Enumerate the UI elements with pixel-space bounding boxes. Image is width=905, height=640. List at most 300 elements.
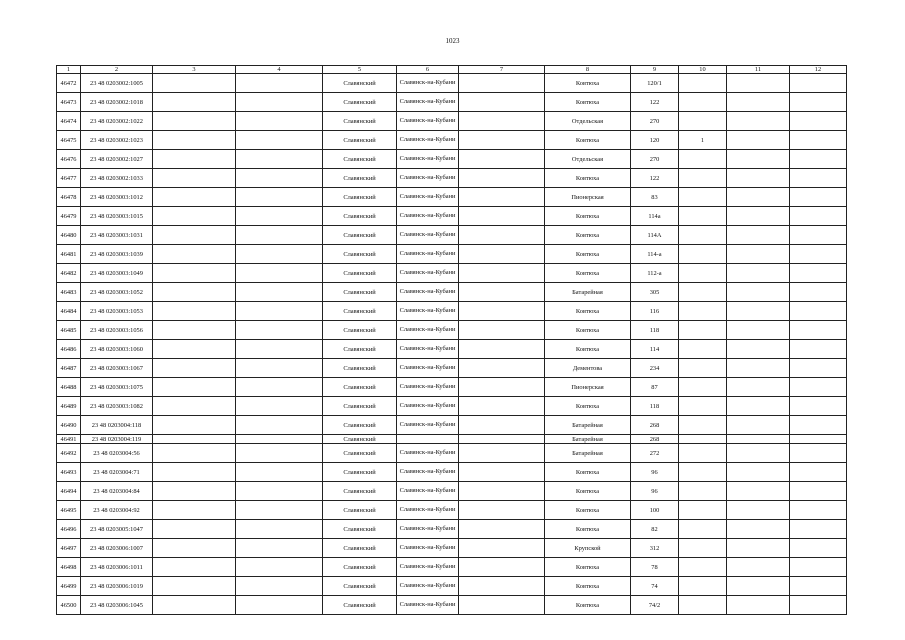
district-cell: Славянский xyxy=(323,596,397,615)
cadastral-number-cell: 23 48 0203003:1039 xyxy=(81,245,153,264)
empty-cell xyxy=(790,74,847,93)
building-cell xyxy=(679,93,727,112)
empty-cell xyxy=(790,577,847,596)
empty-cell xyxy=(236,302,323,321)
empty-cell xyxy=(727,359,790,378)
building-cell xyxy=(679,283,727,302)
table-row xyxy=(57,520,847,539)
locality-cell xyxy=(397,501,459,520)
empty-cell xyxy=(153,416,236,435)
locality-cell xyxy=(397,321,459,340)
empty-cell xyxy=(236,444,323,463)
cadastral-number-cell: 23 48 0203003:1082 xyxy=(81,397,153,416)
cadastral-number-cell: 23 48 0203003:1012 xyxy=(81,188,153,207)
building-cell xyxy=(679,340,727,359)
cadastral-number-cell: 23 48 0203002:1023 xyxy=(81,131,153,150)
empty-cell xyxy=(727,378,790,397)
column-number-header-row xyxy=(57,66,847,74)
empty-cell xyxy=(236,283,323,302)
street-cell: Ковтюха xyxy=(545,74,631,93)
table-row xyxy=(57,435,847,444)
locality-text: Славянск-на-Кубани xyxy=(399,230,456,238)
table-row xyxy=(57,340,847,359)
empty-cell xyxy=(153,112,236,131)
empty-cell xyxy=(236,520,323,539)
empty-cell xyxy=(727,283,790,302)
empty-cell xyxy=(153,596,236,615)
cadastral-number-cell: 23 48 0203005:1047 xyxy=(81,520,153,539)
street-cell: Ковтюха xyxy=(545,321,631,340)
house-number-cell: 120 xyxy=(631,131,679,150)
table-row xyxy=(57,150,847,169)
building-cell xyxy=(679,558,727,577)
empty-cell xyxy=(459,112,545,131)
table-row xyxy=(57,359,847,378)
street-cell: Ковтюха xyxy=(545,264,631,283)
house-number-cell: 122 xyxy=(631,169,679,188)
locality-text: Славянск-на-Кубани xyxy=(399,211,456,219)
column-header: 12 xyxy=(790,66,847,74)
table-row xyxy=(57,501,847,520)
empty-cell xyxy=(727,321,790,340)
empty-cell xyxy=(459,359,545,378)
empty-cell xyxy=(790,558,847,577)
empty-cell xyxy=(790,188,847,207)
cadastral-number-cell: 23 48 0203003:1031 xyxy=(81,226,153,245)
empty-cell xyxy=(790,207,847,226)
empty-cell xyxy=(727,444,790,463)
empty-cell xyxy=(459,131,545,150)
street-cell: Ковтюха xyxy=(545,596,631,615)
house-number-cell: 114 xyxy=(631,340,679,359)
empty-cell xyxy=(727,74,790,93)
empty-cell xyxy=(727,169,790,188)
locality-cell xyxy=(397,539,459,558)
cadastral-number-cell: 23 48 0203004:118 xyxy=(81,416,153,435)
empty-cell xyxy=(236,131,323,150)
locality-cell xyxy=(397,520,459,539)
empty-cell xyxy=(236,226,323,245)
district-cell: Славянский xyxy=(323,150,397,169)
table-row xyxy=(57,169,847,188)
empty-cell xyxy=(790,302,847,321)
empty-cell xyxy=(236,539,323,558)
building-cell xyxy=(679,378,727,397)
empty-cell xyxy=(153,226,236,245)
empty-cell xyxy=(459,169,545,188)
empty-cell xyxy=(459,321,545,340)
district-cell: Славянский xyxy=(323,131,397,150)
house-number-cell: 268 xyxy=(631,416,679,435)
street-cell: Ковтюха xyxy=(545,397,631,416)
row-number-cell: 46481 xyxy=(57,245,81,264)
cadastral-number-cell: 23 48 0203004:119 xyxy=(81,435,153,444)
table-row xyxy=(57,74,847,93)
building-cell xyxy=(679,74,727,93)
column-header: 7 xyxy=(459,66,545,74)
row-number-cell: 46495 xyxy=(57,501,81,520)
empty-cell xyxy=(236,169,323,188)
building-cell xyxy=(679,150,727,169)
locality-cell xyxy=(397,207,459,226)
empty-cell xyxy=(790,93,847,112)
empty-cell xyxy=(153,482,236,501)
table-row xyxy=(57,539,847,558)
cadastral-number-cell: 23 48 0203004:56 xyxy=(81,444,153,463)
row-number-cell: 46500 xyxy=(57,596,81,615)
empty-cell xyxy=(236,463,323,482)
locality-cell xyxy=(397,74,459,93)
district-cell: Славянский xyxy=(323,359,397,378)
empty-cell xyxy=(153,264,236,283)
column-header: 11 xyxy=(727,66,790,74)
empty-cell xyxy=(790,501,847,520)
empty-cell xyxy=(459,207,545,226)
row-number-cell: 46472 xyxy=(57,74,81,93)
column-header: 3 xyxy=(153,66,236,74)
empty-cell xyxy=(459,520,545,539)
empty-cell xyxy=(236,112,323,131)
table-row xyxy=(57,93,847,112)
empty-cell xyxy=(790,245,847,264)
empty-cell xyxy=(459,435,545,444)
street-cell: Пионерская xyxy=(545,188,631,207)
locality-cell xyxy=(397,302,459,321)
cadastral-number-cell: 23 48 0203003:1075 xyxy=(81,378,153,397)
row-number-cell: 46486 xyxy=(57,340,81,359)
street-cell: Ковтюха xyxy=(545,482,631,501)
empty-cell xyxy=(727,245,790,264)
empty-cell xyxy=(790,416,847,435)
column-header: 6 xyxy=(397,66,459,74)
empty-cell xyxy=(459,463,545,482)
district-cell: Славянский xyxy=(323,226,397,245)
empty-cell xyxy=(727,416,790,435)
locality-text: Славянск-на-Кубани xyxy=(399,401,456,409)
locality-cell xyxy=(397,93,459,112)
cadastral-number-cell: 23 48 0203004:84 xyxy=(81,482,153,501)
empty-cell xyxy=(153,577,236,596)
district-cell: Славянский xyxy=(323,283,397,302)
locality-text: Славянск-на-Кубани xyxy=(399,154,456,162)
empty-cell xyxy=(153,539,236,558)
empty-cell xyxy=(459,340,545,359)
house-number-cell: 234 xyxy=(631,359,679,378)
empty-cell xyxy=(790,482,847,501)
street-cell: Ковтюха xyxy=(545,463,631,482)
table-row xyxy=(57,112,847,131)
house-number-cell: 82 xyxy=(631,520,679,539)
building-cell xyxy=(679,463,727,482)
empty-cell xyxy=(153,169,236,188)
building-cell xyxy=(679,226,727,245)
locality-text: Славянск-на-Кубани xyxy=(399,268,456,276)
empty-cell xyxy=(236,596,323,615)
cadastral-number-cell: 23 48 0203006:1045 xyxy=(81,596,153,615)
street-cell: Крупской xyxy=(545,539,631,558)
locality-text: Славянск-на-Кубани xyxy=(399,467,456,475)
row-number-cell: 46496 xyxy=(57,520,81,539)
empty-cell xyxy=(236,501,323,520)
empty-cell xyxy=(790,520,847,539)
locality-cell xyxy=(397,359,459,378)
street-cell: Ковтюха xyxy=(545,501,631,520)
empty-cell xyxy=(236,93,323,112)
locality-cell xyxy=(397,131,459,150)
row-number-cell: 46480 xyxy=(57,226,81,245)
empty-cell xyxy=(790,463,847,482)
empty-cell xyxy=(236,416,323,435)
cadastral-number-cell: 23 48 0203002:1005 xyxy=(81,74,153,93)
locality-text: Славянск-на-Кубани xyxy=(399,600,456,608)
house-number-cell: 96 xyxy=(631,482,679,501)
building-cell xyxy=(679,482,727,501)
empty-cell xyxy=(236,188,323,207)
district-cell: Славянский xyxy=(323,321,397,340)
district-cell: Славянский xyxy=(323,482,397,501)
locality-cell xyxy=(397,264,459,283)
empty-cell xyxy=(790,397,847,416)
house-number-cell: 112-а xyxy=(631,264,679,283)
empty-cell xyxy=(727,482,790,501)
house-number-cell: 114А xyxy=(631,226,679,245)
district-cell: Славянский xyxy=(323,558,397,577)
table-row xyxy=(57,321,847,340)
cadastral-number-cell: 23 48 0203002:1022 xyxy=(81,112,153,131)
row-number-cell: 46484 xyxy=(57,302,81,321)
row-number-cell: 46473 xyxy=(57,93,81,112)
empty-cell xyxy=(236,245,323,264)
empty-cell xyxy=(236,340,323,359)
district-cell: Славянский xyxy=(323,416,397,435)
street-cell: Ковтюха xyxy=(545,520,631,539)
locality-text: Славянск-на-Кубани xyxy=(399,135,456,143)
house-number-cell: 74 xyxy=(631,577,679,596)
empty-cell xyxy=(153,501,236,520)
empty-cell xyxy=(459,596,545,615)
empty-cell xyxy=(727,558,790,577)
empty-cell xyxy=(153,283,236,302)
street-cell: Ковтюха xyxy=(545,302,631,321)
building-cell xyxy=(679,245,727,264)
street-cell: Дементова xyxy=(545,359,631,378)
empty-cell xyxy=(236,74,323,93)
locality-text: Славянск-на-Кубани xyxy=(399,524,456,532)
row-number-cell: 46497 xyxy=(57,539,81,558)
empty-cell xyxy=(459,577,545,596)
district-cell: Славянский xyxy=(323,302,397,321)
empty-cell xyxy=(153,397,236,416)
street-cell: Ковтюха xyxy=(545,340,631,359)
empty-cell xyxy=(153,340,236,359)
empty-cell xyxy=(727,150,790,169)
house-number-cell: 118 xyxy=(631,321,679,340)
house-number-cell: 74/2 xyxy=(631,596,679,615)
empty-cell xyxy=(459,93,545,112)
empty-cell xyxy=(790,444,847,463)
row-number-cell: 46492 xyxy=(57,444,81,463)
house-number-cell: 118 xyxy=(631,397,679,416)
locality-cell xyxy=(397,577,459,596)
empty-cell xyxy=(459,226,545,245)
table-row xyxy=(57,482,847,501)
empty-cell xyxy=(727,131,790,150)
district-cell: Славянский xyxy=(323,463,397,482)
row-number-cell: 46479 xyxy=(57,207,81,226)
district-cell: Славянский xyxy=(323,501,397,520)
locality-text: Славянск-на-Кубани xyxy=(399,249,456,257)
street-cell: Ковтюха xyxy=(545,245,631,264)
empty-cell xyxy=(790,596,847,615)
empty-cell xyxy=(153,359,236,378)
empty-cell xyxy=(790,169,847,188)
cadastral-number-cell: 23 48 0203002:1027 xyxy=(81,150,153,169)
cadastral-number-cell: 23 48 0203006:1007 xyxy=(81,539,153,558)
locality-cell xyxy=(397,188,459,207)
locality-cell xyxy=(397,397,459,416)
district-cell: Славянский xyxy=(323,520,397,539)
empty-cell xyxy=(153,93,236,112)
empty-cell xyxy=(790,112,847,131)
empty-cell xyxy=(790,340,847,359)
table-row xyxy=(57,416,847,435)
locality-cell xyxy=(397,150,459,169)
empty-cell xyxy=(153,131,236,150)
empty-cell xyxy=(727,463,790,482)
empty-cell xyxy=(459,378,545,397)
house-number-cell: 100 xyxy=(631,501,679,520)
street-cell: Батарейная xyxy=(545,444,631,463)
street-cell: Ковтюха xyxy=(545,226,631,245)
locality-text: Славянск-на-Кубани xyxy=(399,116,456,124)
locality-cell xyxy=(397,444,459,463)
cadastral-number-cell: 23 48 0203003:1067 xyxy=(81,359,153,378)
empty-cell xyxy=(153,558,236,577)
locality-cell xyxy=(397,416,459,435)
locality-cell xyxy=(397,226,459,245)
district-cell: Славянский xyxy=(323,577,397,596)
cadastral-number-cell: 23 48 0203003:1015 xyxy=(81,207,153,226)
empty-cell xyxy=(727,539,790,558)
street-cell: Ковтюха xyxy=(545,93,631,112)
house-number-cell: 78 xyxy=(631,558,679,577)
empty-cell xyxy=(727,112,790,131)
building-cell xyxy=(679,112,727,131)
column-header: 1 xyxy=(57,66,81,74)
locality-cell xyxy=(397,463,459,482)
empty-cell xyxy=(727,596,790,615)
row-number-cell: 46476 xyxy=(57,150,81,169)
empty-cell xyxy=(236,150,323,169)
table-row xyxy=(57,264,847,283)
cadastral-number-cell: 23 48 0203003:1052 xyxy=(81,283,153,302)
empty-cell xyxy=(459,501,545,520)
column-header: 9 xyxy=(631,66,679,74)
locality-text: Славянск-на-Кубани xyxy=(399,486,456,494)
cadastral-number-cell: 23 48 0203003:1053 xyxy=(81,302,153,321)
cadastral-number-cell: 23 48 0203003:1049 xyxy=(81,264,153,283)
street-cell: Ковтюха xyxy=(545,558,631,577)
empty-cell xyxy=(236,359,323,378)
building-cell xyxy=(679,169,727,188)
row-number-cell: 46478 xyxy=(57,188,81,207)
empty-cell xyxy=(790,283,847,302)
building-cell xyxy=(679,264,727,283)
row-number-cell: 46482 xyxy=(57,264,81,283)
row-number-cell: 46490 xyxy=(57,416,81,435)
district-cell: Славянский xyxy=(323,93,397,112)
street-cell: Пионерская xyxy=(545,378,631,397)
row-number-cell: 46474 xyxy=(57,112,81,131)
house-number-cell: 120/1 xyxy=(631,74,679,93)
column-header: 4 xyxy=(236,66,323,74)
locality-text: Славянск-на-Кубани xyxy=(399,97,456,105)
locality-text: Славянск-на-Кубани xyxy=(399,543,456,551)
empty-cell xyxy=(790,378,847,397)
locality-text: Славянск-на-Кубани xyxy=(399,581,456,589)
empty-cell xyxy=(153,463,236,482)
house-number-cell: 116 xyxy=(631,302,679,321)
cadastral-number-cell: 23 48 0203004:71 xyxy=(81,463,153,482)
table-row xyxy=(57,596,847,615)
house-number-cell: 268 xyxy=(631,435,679,444)
column-header: 5 xyxy=(323,66,397,74)
empty-cell xyxy=(459,283,545,302)
empty-cell xyxy=(790,131,847,150)
empty-cell xyxy=(153,520,236,539)
row-number-cell: 46483 xyxy=(57,283,81,302)
empty-cell xyxy=(459,482,545,501)
locality-text: Славянск-на-Кубани xyxy=(399,78,456,86)
locality-cell xyxy=(397,340,459,359)
page-number: 1023 xyxy=(445,37,460,45)
building-cell xyxy=(679,188,727,207)
row-number-cell: 46488 xyxy=(57,378,81,397)
cadastral-number-cell: 23 48 0203006:1019 xyxy=(81,577,153,596)
cadastral-number-cell: 23 48 0203003:1056 xyxy=(81,321,153,340)
building-cell xyxy=(679,501,727,520)
row-number-cell: 46487 xyxy=(57,359,81,378)
street-cell: Ковтюха xyxy=(545,577,631,596)
house-number-cell: 122 xyxy=(631,93,679,112)
cadastral-number-cell: 23 48 0203006:1011 xyxy=(81,558,153,577)
empty-cell xyxy=(727,501,790,520)
empty-cell xyxy=(153,302,236,321)
district-cell: Славянский xyxy=(323,444,397,463)
table-row xyxy=(57,444,847,463)
empty-cell xyxy=(790,539,847,558)
street-cell: Батарейная xyxy=(545,283,631,302)
empty-cell xyxy=(153,435,236,444)
empty-cell xyxy=(459,397,545,416)
locality-text: Славянск-на-Кубани xyxy=(399,363,456,371)
table-row xyxy=(57,558,847,577)
empty-cell xyxy=(790,359,847,378)
empty-cell xyxy=(236,321,323,340)
empty-cell xyxy=(459,245,545,264)
district-cell: Славянский xyxy=(323,74,397,93)
empty-cell xyxy=(727,520,790,539)
empty-cell xyxy=(790,435,847,444)
building-cell xyxy=(679,435,727,444)
building-cell xyxy=(679,539,727,558)
empty-cell xyxy=(727,435,790,444)
empty-cell xyxy=(459,539,545,558)
empty-cell xyxy=(236,482,323,501)
column-header: 10 xyxy=(679,66,727,74)
table-row xyxy=(57,188,847,207)
empty-cell xyxy=(727,226,790,245)
